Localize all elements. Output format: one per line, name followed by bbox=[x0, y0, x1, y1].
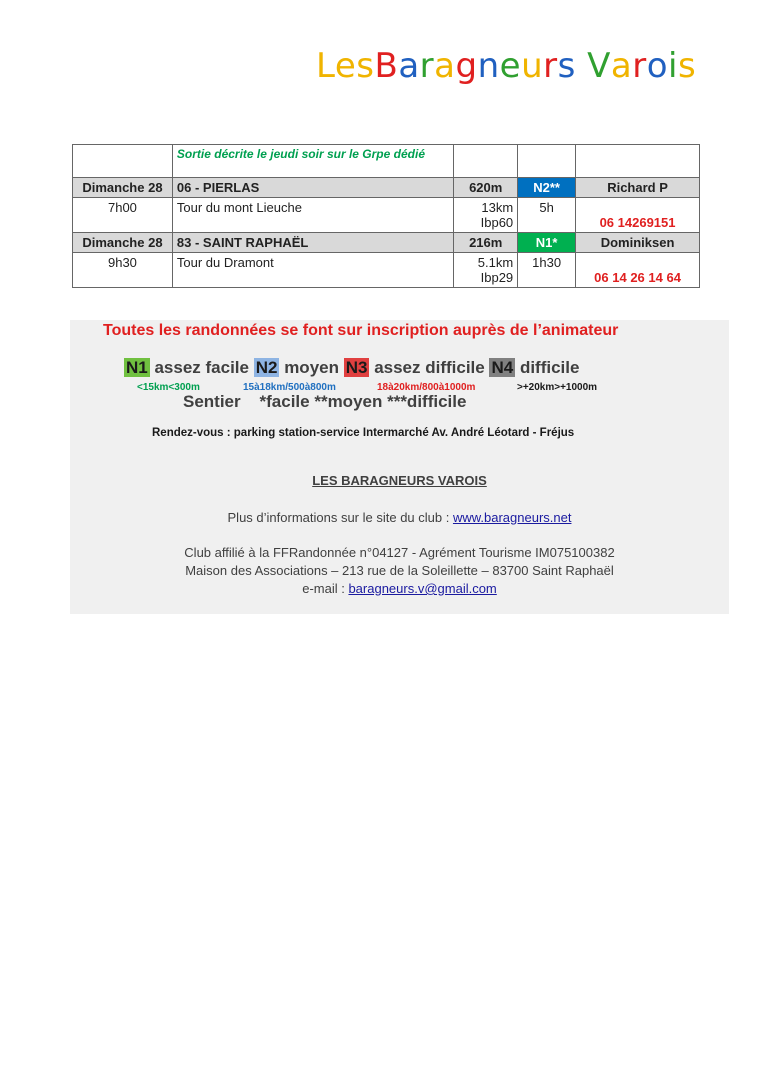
outing-distance: 5.1km bbox=[477, 255, 514, 270]
outing-place: 83 - SAINT RAPHAËL bbox=[172, 233, 453, 253]
outing-distance-ibp bbox=[454, 253, 518, 288]
level-badge-n1: N1 bbox=[126, 358, 148, 377]
outing-leader: Richard P bbox=[576, 178, 700, 198]
outing-time: 9h30 bbox=[73, 253, 173, 288]
outing-elevation: 620m bbox=[454, 178, 518, 198]
more-info bbox=[70, 510, 729, 525]
level-label: difficile bbox=[519, 358, 580, 377]
outing-day: Dimanche 28 bbox=[73, 178, 173, 198]
title-part: e bbox=[499, 46, 522, 86]
title-part: s bbox=[678, 46, 697, 86]
website-link[interactable]: www.baragneurs.net bbox=[452, 510, 572, 525]
club-title bbox=[316, 46, 696, 86]
table-row bbox=[73, 198, 700, 233]
email-line bbox=[70, 581, 729, 596]
affiliation: Club affilié à la FFRandonnée n°04127 - Agrément Tourisme IM075100382 bbox=[184, 545, 615, 560]
level-badge-n3: N3 bbox=[345, 358, 368, 377]
info-panel bbox=[70, 320, 729, 614]
outing-leader: Dominiksen bbox=[576, 233, 700, 253]
outing-distance-ibp bbox=[454, 198, 518, 233]
title-part: g bbox=[455, 46, 478, 86]
title-part: n bbox=[477, 46, 500, 86]
sentier-legend: Sentier *facile **moyen ***difficile bbox=[183, 392, 467, 411]
title-part: V bbox=[587, 46, 611, 86]
outing-description: Tour du Dramont bbox=[172, 253, 453, 288]
title-part: u bbox=[521, 46, 544, 86]
club-name: LES BARAGNEURS VAROIS bbox=[312, 473, 487, 488]
outing-phone: 06 14 26 14 64 bbox=[576, 253, 700, 288]
title-part: o bbox=[646, 46, 669, 86]
rendezvous: Rendez-vous : parking station-service Intermarché Av. André Léotard - Fréjus bbox=[152, 427, 575, 439]
level-label: assez difficile bbox=[374, 358, 485, 377]
table-row bbox=[73, 178, 700, 198]
level-range: <15km<300m bbox=[137, 382, 200, 393]
schedule-table bbox=[72, 144, 700, 288]
more-info-text: Plus d’informations sur le site du club : bbox=[227, 510, 453, 525]
title-part: a bbox=[398, 46, 420, 86]
outing-level: N2** bbox=[518, 178, 576, 198]
outing-elevation: 216m bbox=[454, 233, 518, 253]
title-part: s bbox=[557, 46, 588, 86]
table-row bbox=[73, 253, 700, 288]
address: Maison des Associations – 213 rue de la Soleillette – 83700 Saint Raphaël bbox=[185, 563, 614, 578]
level-legend bbox=[124, 358, 579, 378]
level-label: assez facile bbox=[154, 358, 249, 377]
outing-ibp: Ibp29 bbox=[480, 270, 514, 285]
title-part: r bbox=[632, 46, 647, 86]
title-part: a bbox=[434, 46, 456, 86]
outing-description: Tour du mont Lieuche bbox=[172, 198, 453, 233]
outing-level: N1* bbox=[518, 233, 576, 253]
outing-phone: 06 14269151 bbox=[576, 198, 700, 233]
outing-distance: 13km bbox=[481, 200, 514, 215]
level-range: >+20km>+1000m bbox=[517, 382, 598, 393]
title-part: a bbox=[610, 46, 633, 86]
title-part: i bbox=[668, 46, 678, 86]
schedule-note: Sortie décrite le jeudi soir sur le Grpe dédié bbox=[172, 145, 453, 178]
outing-duration: 5h bbox=[518, 198, 576, 233]
level-badge-n2: N2 bbox=[255, 358, 278, 377]
title-part: r bbox=[419, 46, 435, 86]
outing-time: 7h00 bbox=[73, 198, 173, 233]
outing-place: 06 - PIERLAS bbox=[172, 178, 453, 198]
outing-duration: 1h30 bbox=[518, 253, 576, 288]
title-part: Les bbox=[316, 46, 375, 86]
table-header-row bbox=[73, 145, 700, 178]
level-badge-n4: N4 bbox=[491, 358, 514, 377]
inscription-notice: Toutes les randonnées se font sur inscription auprès de l’animateur bbox=[103, 322, 619, 339]
outing-day: Dimanche 28 bbox=[73, 233, 173, 253]
title-part: r bbox=[543, 46, 558, 86]
email-label: e-mail : bbox=[302, 581, 349, 596]
outing-ibp: Ibp60 bbox=[480, 215, 514, 230]
table-row bbox=[73, 233, 700, 253]
email-link[interactable]: baragneurs.v@gmail.com bbox=[348, 581, 497, 596]
level-range: 18à20km/800à1000m bbox=[377, 382, 476, 393]
level-range: 15à18km/500à800m bbox=[243, 382, 336, 393]
title-part: B bbox=[374, 46, 399, 86]
level-label: moyen bbox=[284, 358, 339, 377]
